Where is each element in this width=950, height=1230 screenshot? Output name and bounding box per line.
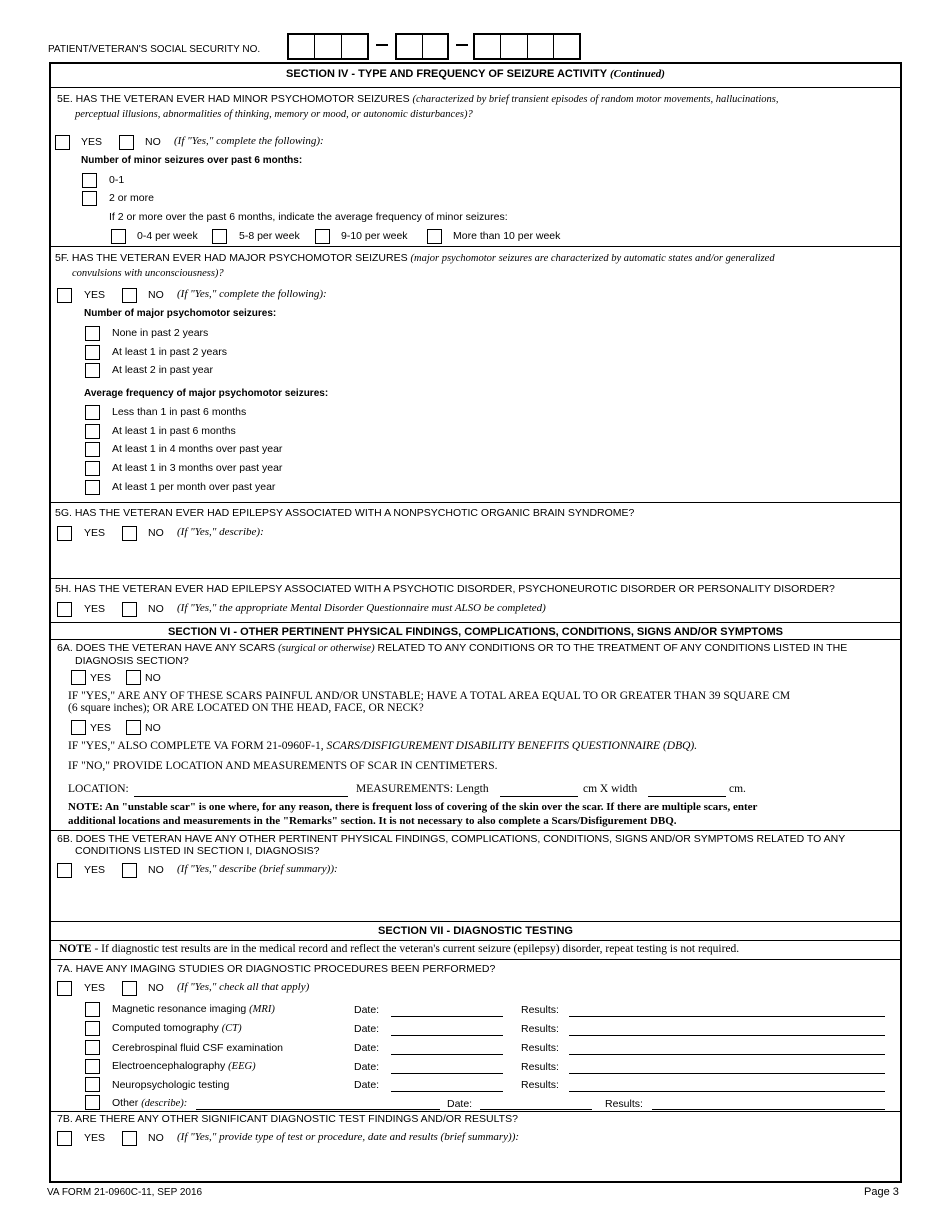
test-name: Electroencephalography (EEG) <box>112 1060 256 1072</box>
q5f-freq-option: At least 1 per month over past year <box>112 481 276 493</box>
results-label: Results: <box>521 1004 559 1016</box>
section-4-title: SECTION IV - TYPE AND FREQUENCY OF SEIZURE ACTIVITY (Continued) <box>286 68 665 80</box>
q6a-length-label: MEASUREMENTS: Length <box>356 783 489 795</box>
q5h-yes-checkbox[interactable] <box>57 602 72 617</box>
test-other-describe-field[interactable] <box>196 1109 440 1110</box>
test-results-field[interactable] <box>569 1073 885 1074</box>
q5f-freq-checkbox[interactable] <box>85 442 100 457</box>
test-name: Neuropsychologic testing <box>112 1079 230 1091</box>
q5f-count-label: Number of major psychomotor seizures: <box>84 308 277 319</box>
q5f-count-option: None in past 2 years <box>112 327 209 339</box>
q6a-note: NOTE: An "unstable scar" is one where, for any reason, there is frequent loss of covering of the skin over the scar. If there are multiple scars, enter additional locations and measurements in the "Remarks" section. It is not necessary to also complete a Scars/Disfigurement DBQ. <box>68 801 758 827</box>
date-label: Date: <box>354 1042 380 1054</box>
test-other-label: Other (describe): <box>112 1097 188 1109</box>
test-csf-checkbox[interactable] <box>85 1040 100 1055</box>
test-neuropsych-checkbox[interactable] <box>85 1077 100 1092</box>
q5g-question: 5G. HAS THE VETERAN EVER HAD EPILEPSY ASSOCIATED WITH A NONPSYCHOTIC ORGANIC BRAIN SYNDROME? <box>55 507 635 519</box>
q5e-freq-5-8-checkbox[interactable] <box>212 229 227 244</box>
test-date-field[interactable] <box>391 1016 503 1017</box>
test-eeg-checkbox[interactable] <box>85 1059 100 1074</box>
q5f-freq-checkbox[interactable] <box>85 461 100 476</box>
q5e-freq-option: More than 10 per week <box>453 230 561 242</box>
q7a-no-label: NO <box>148 982 164 994</box>
q5e-count-option: 2 or more <box>109 192 154 204</box>
test-other-date-field[interactable] <box>480 1109 592 1110</box>
q5h-no-checkbox[interactable] <box>122 602 137 617</box>
ssn-field-1[interactable] <box>287 33 369 60</box>
q5e-count-label: Number of minor seizures over past 6 months: <box>81 155 303 166</box>
q5h-instruction: (If "Yes," the appropriate Mental Disorder Questionnaire must ALSO be completed) <box>177 602 546 614</box>
q5f-freq-option: Less than 1 in past 6 months <box>112 406 247 418</box>
test-name: Computed tomography (CT) <box>112 1022 242 1034</box>
q6b-no-checkbox[interactable] <box>122 863 137 878</box>
q5e-count-0-1-checkbox[interactable] <box>82 173 97 188</box>
test-results-field[interactable] <box>569 1035 885 1036</box>
q6a-followup: IF "YES," ARE ANY OF THESE SCARS PAINFUL AND/OR UNSTABLE; HAVE A TOTAL AREA EQUAL TO OR GREATER THAN 39 SQUARE CM (6 square inches); OR ARE LOCATED ON THE HEAD, FACE, OR NECK? <box>68 690 791 714</box>
test-name: Magnetic resonance imaging (MRI) <box>112 1003 275 1015</box>
test-results-field[interactable] <box>569 1091 885 1092</box>
q6a-width-label: cm X width <box>583 783 638 795</box>
test-results-field[interactable] <box>569 1054 885 1055</box>
q6a-cm-label: cm. <box>729 783 746 795</box>
q6a-followup-yes-label: YES <box>90 722 112 734</box>
date-label: Date: <box>354 1004 380 1016</box>
q5e-question: 5E. HAS THE VETERAN EVER HAD MINOR PSYCHOMOTOR SEIZURES (characterized by brief transient episodes of random motor movements, hallucinations, perceptual illusions, abnormalities of thinking, memory or mood, or autonomic disturbances)? <box>57 93 779 120</box>
q5f-freq-checkbox[interactable] <box>85 424 100 439</box>
test-ct-checkbox[interactable] <box>85 1021 100 1036</box>
results-label: Results: <box>605 1098 643 1110</box>
ssn-dash-2 <box>456 44 468 46</box>
date-label: Date: <box>354 1079 380 1091</box>
q5f-no-label: NO <box>148 289 164 301</box>
q6a-width-field[interactable] <box>648 796 726 797</box>
q5e-freq-0-4-checkbox[interactable] <box>111 229 126 244</box>
q6a-followup-no-checkbox[interactable] <box>126 720 141 735</box>
q5g-yes-label: YES <box>84 527 106 539</box>
results-label: Results: <box>521 1042 559 1054</box>
q7a-no-checkbox[interactable] <box>122 981 137 996</box>
q6a-location-field[interactable] <box>134 796 348 797</box>
q6b-yes-label: YES <box>84 864 106 876</box>
q5e-freq-label: If 2 or more over the past 6 months, indicate the average frequency of minor seizures: <box>109 211 508 223</box>
date-label: Date: <box>354 1023 380 1035</box>
results-label: Results: <box>521 1023 559 1035</box>
q5e-freq-option: 0-4 per week <box>137 230 198 242</box>
q5f-freq-option: At least 1 in 3 months over past year <box>112 462 283 474</box>
q5e-yes-checkbox[interactable] <box>55 135 70 150</box>
results-label: Results: <box>521 1061 559 1073</box>
q7b-no-label: NO <box>148 1132 164 1144</box>
ssn-field-3[interactable] <box>473 33 581 60</box>
q5f-freq-checkbox[interactable] <box>85 405 100 420</box>
q7b-yes-label: YES <box>84 1132 106 1144</box>
q5h-no-label: NO <box>148 603 164 615</box>
q5f-freq-option: At least 1 in 4 months over past year <box>112 443 283 455</box>
test-other-checkbox[interactable] <box>85 1095 100 1110</box>
q5f-count-option: At least 1 in past 2 years <box>112 346 227 358</box>
date-label: Date: <box>354 1061 380 1073</box>
q6b-instruction: (If "Yes," describe (brief summary)): <box>177 863 338 875</box>
q7b-instruction: (If "Yes," provide type of test or procedure, date and results (brief summary)): <box>177 1131 520 1143</box>
q7b-yes-checkbox[interactable] <box>57 1131 72 1146</box>
q5f-count-none-checkbox[interactable] <box>85 326 100 341</box>
q7a-instruction: (If "Yes," check all that apply) <box>177 981 310 993</box>
q6a-followup-no-label: NO <box>145 722 161 734</box>
test-date-field[interactable] <box>391 1054 503 1055</box>
q6b-yes-checkbox[interactable] <box>57 863 72 878</box>
form-id: VA FORM 21-0960C-11, SEP 2016 <box>47 1187 203 1198</box>
test-results-field[interactable] <box>569 1016 885 1017</box>
ssn-dash-1 <box>376 44 388 46</box>
q6a-length-field[interactable] <box>500 796 578 797</box>
q5f-question: 5F. HAS THE VETERAN EVER HAD MAJOR PSYCHOMOTOR SEIZURES (major psychomotor seizures are characterized by automatic states and/or generalized convulsions with unconsciousness)? <box>55 252 775 279</box>
q5g-no-checkbox[interactable] <box>122 526 137 541</box>
test-other-results-field[interactable] <box>652 1109 885 1110</box>
q5e-count-option: 0-1 <box>109 174 125 186</box>
q5e-freq-option: 5-8 per week <box>239 230 300 242</box>
q5f-yes-checkbox[interactable] <box>57 288 72 303</box>
q7a-question: 7A. HAVE ANY IMAGING STUDIES OR DIAGNOSTIC PROCEDURES BEEN PERFORMED? <box>57 963 496 975</box>
test-mri-checkbox[interactable] <box>85 1002 100 1017</box>
q5f-freq-label: Average frequency of major psychomotor seizures: <box>84 388 329 399</box>
q6a-yes-label: YES <box>90 672 112 684</box>
q5e-freq-9-10-checkbox[interactable] <box>315 229 330 244</box>
q5e-instruction: (If "Yes," complete the following): <box>174 135 324 147</box>
section-7-title: SECTION VII - DIAGNOSTIC TESTING <box>378 925 573 937</box>
results-label: Results: <box>521 1079 559 1091</box>
q5f-instruction: (If "Yes," complete the following): <box>177 288 327 300</box>
q7b-question: 7B. ARE THERE ANY OTHER SIGNIFICANT DIAGNOSTIC TEST FINDINGS AND/OR RESULTS? <box>57 1113 518 1125</box>
q5g-instruction: (If "Yes," describe): <box>177 526 264 538</box>
date-label: Date: <box>447 1098 473 1110</box>
test-date-field[interactable] <box>391 1035 503 1036</box>
q5f-count-2-1yr-checkbox[interactable] <box>85 363 100 378</box>
q6a-question: 6A. DOES THE VETERAN HAVE ANY SCARS (surgical or otherwise) RELATED TO ANY CONDITIONS OR TO THE TREATMENT OF ANY CONDITIONS LISTED IN THE DIAGNOSIS SECTION? <box>57 642 848 667</box>
q5e-count-2-more-checkbox[interactable] <box>82 191 97 206</box>
q5e-freq-option: 9-10 per week <box>341 230 408 242</box>
q5f-count-option: At least 2 in past year <box>112 364 213 376</box>
section-7-note: NOTE - If diagnostic test results are in the medical record and reflect the veteran's current seizure (epilepsy) disorder, repeat testing is not required. <box>59 943 740 955</box>
q6a-location-label: LOCATION: <box>68 783 129 795</box>
test-date-field[interactable] <box>391 1091 503 1092</box>
ssn-field-2[interactable] <box>395 33 449 60</box>
q6a-followup-yes-checkbox[interactable] <box>71 720 86 735</box>
q5e-freq-10-plus-checkbox[interactable] <box>427 229 442 244</box>
q5e-no-label: NO <box>145 136 161 148</box>
q6a-yes-checkbox[interactable] <box>71 670 86 685</box>
q7a-yes-checkbox[interactable] <box>57 981 72 996</box>
q5f-count-1-2yr-checkbox[interactable] <box>85 345 100 360</box>
q6a-no-checkbox[interactable] <box>126 670 141 685</box>
ssn-label: PATIENT/VETERAN'S SOCIAL SECURITY NO. <box>48 44 261 55</box>
q5h-yes-label: YES <box>84 603 106 615</box>
q7b-no-checkbox[interactable] <box>122 1131 137 1146</box>
q5f-yes-label: YES <box>84 289 106 301</box>
q5f-no-checkbox[interactable] <box>122 288 137 303</box>
q6b-question: 6B. DOES THE VETERAN HAVE ANY OTHER PERTINENT PHYSICAL FINDINGS, COMPLICATIONS, CONDITIONS, SIGNS AND/OR SYMPTOMS RELATED TO ANY CONDITIONS LISTED IN SECTION I, DIAGNOSIS? <box>57 833 846 857</box>
q5e-yes-label: YES <box>81 136 103 148</box>
test-name: Cerebrospinal fluid CSF examination <box>112 1042 283 1054</box>
q5f-freq-checkbox[interactable] <box>85 480 100 495</box>
q6b-no-label: NO <box>148 864 164 876</box>
q5g-no-label: NO <box>148 527 164 539</box>
q6a-if-yes: IF "YES," ALSO COMPLETE VA FORM 21-0960F-1, SCARS/DISFIGUREMENT DISABILITY BENEFITS QUESTIONNAIRE (DBQ). <box>68 740 698 752</box>
q6a-no-label: NO <box>145 672 161 684</box>
q5h-question: 5H. HAS THE VETERAN EVER HAD EPILEPSY ASSOCIATED WITH A PSYCHOTIC DISORDER, PSYCHONEUROTIC DISORDER OR PERSONALITY DISORDER? <box>55 583 835 595</box>
q7a-yes-label: YES <box>84 982 106 994</box>
section-6-title: SECTION VI - OTHER PERTINENT PHYSICAL FINDINGS, COMPLICATIONS, CONDITIONS, SIGNS AND/OR SYMPTOMS <box>167 626 784 638</box>
q5f-freq-option: At least 1 in past 6 months <box>112 425 236 437</box>
test-date-field[interactable] <box>391 1073 503 1074</box>
q6a-if-no: IF "NO," PROVIDE LOCATION AND MEASUREMENTS OF SCAR IN CENTIMETERS. <box>68 760 498 772</box>
q5e-no-checkbox[interactable] <box>119 135 134 150</box>
q5g-yes-checkbox[interactable] <box>57 526 72 541</box>
page-number: Page 3 <box>864 1186 899 1198</box>
